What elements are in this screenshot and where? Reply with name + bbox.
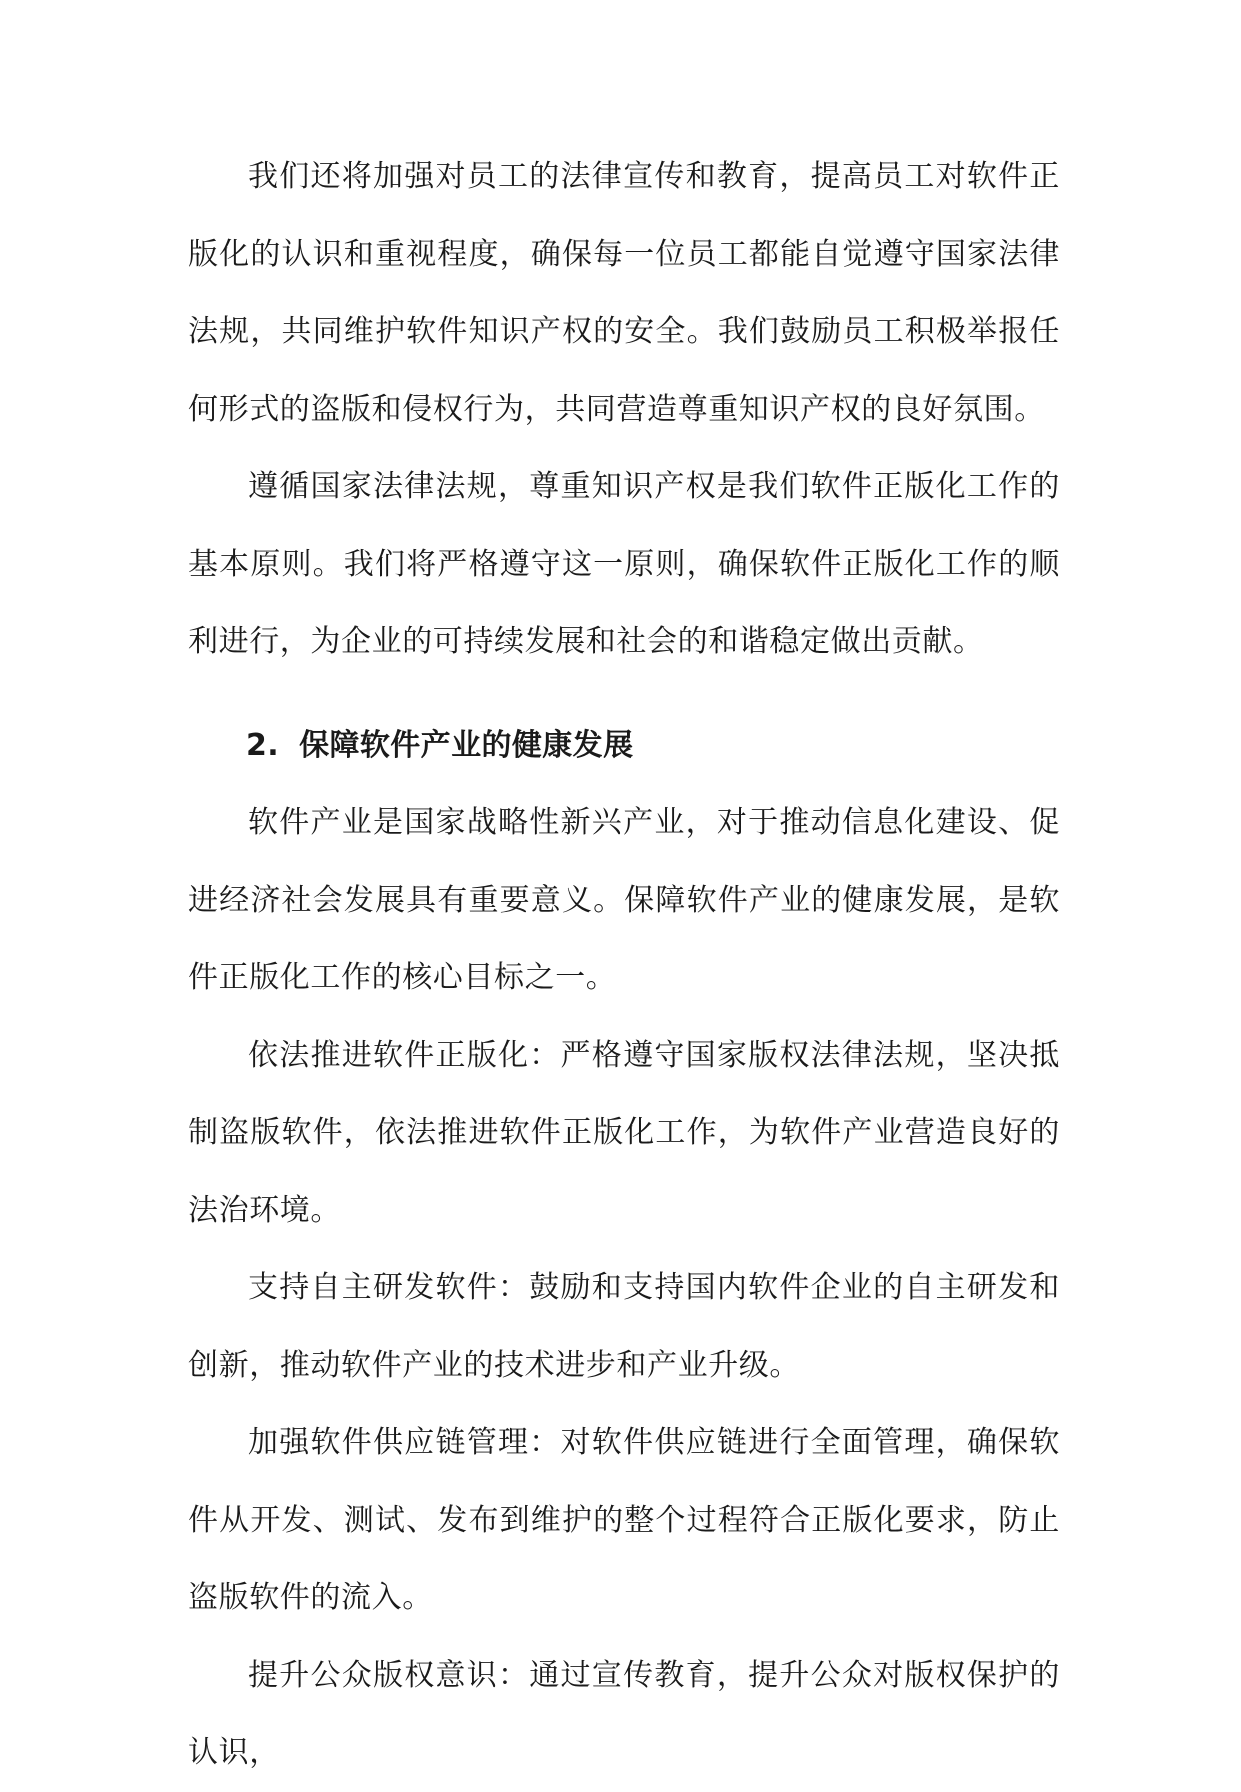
paragraph-employee-education: 我们还将加强对员工的法律宣传和教育，提高员工对软件正版化的认识和重视程度，确保每一位员工都能自觉遵守国家法律法规，共同维护软件知识产权的安全。我们鼓励员工积极举报任何形式的盗版和侵权行为，共同营造尊重知识产权的良好氛围。	[188, 159, 1060, 427]
paragraph-independent-rd: 支持自主研发软件：鼓励和支持国内软件企业的自主研发和创新，推动软件产业的技术进步和产业升级。	[188, 1270, 1060, 1383]
paragraph-legal-promotion: 依法推进软件正版化：严格遵守国家版权法律法规，坚决抵制盗版软件，依法推进软件正版化工作，为软件产业营造良好的法治环境。	[188, 1037, 1060, 1228]
document-body	[188, 138, 1060, 1792]
section-number: 2.	[246, 727, 280, 763]
paragraph-public-awareness: 提升公众版权意识：通过宣传教育，提升公众对版权保护的认识，	[188, 1657, 1060, 1770]
section-heading	[188, 707, 1060, 785]
paragraph-industry-importance: 软件产业是国家战略性新兴产业，对于推动信息化建设、促进经济社会发展具有重要意义。保障软件产业的健康发展，是软件正版化工作的核心目标之一。	[188, 805, 1060, 995]
paragraph-legal-principle: 遵循国家法律法规，尊重知识产权是我们软件正版化工作的基本原则。我们将严格遵守这一原则，确保软件正版化工作的顺利进行，为企业的可持续发展和社会的和谐稳定做出贡献。	[188, 469, 1060, 659]
section-gap	[188, 681, 1060, 707]
section-title: 保障软件产业的健康发展	[299, 727, 634, 763]
paragraph-supply-chain: 加强软件供应链管理：对软件供应链进行全面管理，确保软件从开发、测试、发布到维护的整个过程符合正版化要求，防止盗版软件的流入。	[188, 1425, 1060, 1615]
